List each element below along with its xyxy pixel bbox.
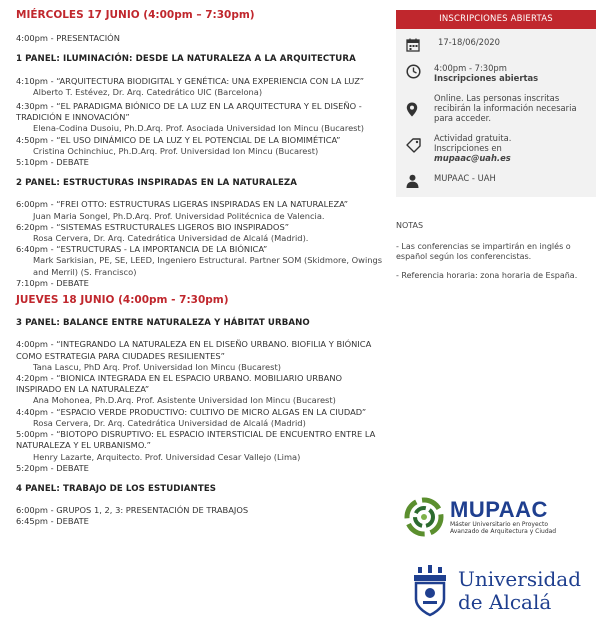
presentation-label: - PRESENTACIÓN [50,33,120,44]
talk-item [16,407,386,429]
talk-time: 4:50pm [16,134,48,145]
talk-time: 6:20pm [16,221,48,232]
calendar-icon [406,37,428,53]
clock-icon [406,63,428,79]
schedule-time: 6:45pm [16,516,48,527]
panel1-title: 1 PANEL: ILUMINACIÓN: DESDE LA NATURALEZA A LA ARQUITECTURA [16,54,356,65]
uah-crest-icon [410,565,450,617]
talk-time: 4:30pm [16,101,48,112]
schedule-line [16,516,386,527]
person-icon [406,173,428,189]
talk-item [16,101,386,135]
talk-title: - “ESPACIO VERDE PRODUCTIVO: CULTIVO DE MICRO ALGAS EN LA CIUDAD” [50,406,367,417]
debate-line [16,463,386,474]
debate-line [16,157,386,168]
talk-time: 4:00pm [16,339,48,350]
presentation-time: 4:00pm [16,33,48,44]
email-link[interactable]: mupaac@uah.es [434,153,511,163]
panel4-title: 4 PANEL: TRABAJO DE LOS ESTUDIANTES [16,483,217,494]
debate-label: - DEBATE [50,462,89,473]
talk-item [16,339,386,373]
schedule-label: - DEBATE [50,516,89,527]
ticket-icon [406,137,428,153]
program-column [16,10,386,528]
talk-item [16,135,386,157]
location-text: Online. Las personas inscritas recibirán la información necesaria para acceder. [434,93,577,123]
talk-speaker: Alberto T. Estévez, Dr. Arq. Catedrático UIC (Barcelona) [33,86,263,97]
panel3-title: 3 PANEL: BALANCE ENTRE NATURALEZA Y HÁBITAT URBANO [16,318,310,329]
info-time [406,63,590,83]
price-text: Actividad gratuita. [434,133,512,143]
talk-speaker: Juan Maria Songel, Ph.D.Arq. Prof. Universidad Politécnica de Valencia. [33,210,325,221]
info-location [406,93,590,123]
mupaac-logo [404,497,556,537]
location-pin-icon [406,101,428,117]
debate-label: - DEBATE [50,277,89,288]
talk-time: 4:40pm [16,406,48,417]
talk-speaker: Ana Mohonea, Ph.D.Arq. Prof. Asistente Universidad Ion Mincu (Bucarest) [33,395,336,406]
talk-speaker: Rosa Cervera, Dr. Arq. Catedrática Universidad de Alcalá (Madrid). [33,233,309,244]
talk-speaker: Rosa Cervera, Dr. Arq. Catedrática Universidad de Alcalá (Madrid) [33,417,306,428]
price-line2: Inscripciones en [434,143,502,153]
dates-text: 17-18/06/2020 [438,37,500,47]
note-item: - Las conferencias se impartirán en inglés o español según los conferencistas. [396,241,571,261]
info-box [396,29,596,197]
note-item: - Referencia horaria: zona horaria de España. [396,270,578,280]
talk-speaker: Elena-Codina Dusoiu, Ph.D.Arq. Prof. Asociada Universidad Ion Mincu (Bucarest) [33,123,364,134]
talk-title: - “FREI OTTO: ESTRUCTURAS LIGERAS INSPIRADAS EN LA NATURALEZA” [50,199,349,210]
mupaac-name: MUPAAC [450,496,548,522]
info-dates [406,37,590,53]
talk-title: - “SISTEMAS ESTRUCTURALES LIGEROS BIO INSPIRADOS” [50,221,290,232]
schedule-line [16,505,386,516]
uah-logo [410,565,581,617]
notes-title: NOTAS [396,221,424,230]
time-text: 4:00pm - 7:30pm [434,63,507,73]
day2-heading: JUEVES 18 JUNIO (4:00pm - 7:30pm) [16,294,229,307]
debate-time: 5:10pm [16,157,48,168]
registration-header: INSCRIPCIONES ABIERTAS [396,10,596,29]
mupaac-emblem-icon [404,497,444,537]
talk-item [16,76,386,98]
registration-open-text: Inscripciones abiertas [434,73,539,83]
debate-line [16,278,386,289]
panel2-title: 2 PANEL: ESTRUCTURAS INSPIRADAS EN LA NATURALEZA [16,178,298,189]
talk-title: - “BIONICA INTEGRADA EN EL ESPACIO URBANO. MOBILIARIO URBANO INSPIRADO EN LA NATURALEZA” [16,373,343,395]
talk-title: - “EL PARADIGMA BIÓNICO DE LA LUZ EN LA ARQUITECTURA Y EL DISEÑO -TRADICIÓN E INNOVACIÓN” [16,101,362,123]
talk-item [16,222,386,244]
info-organizer [406,173,590,189]
notes-section [396,221,596,281]
schedule-time: 6:00pm [16,505,48,516]
organizer-text: MUPAAC - UAH [434,173,496,183]
talk-speaker: Henry Lazarte, Arquitecto. Prof. Universidad Cesar Vallejo (Lima) [33,451,301,462]
talk-title: - “INTEGRANDO LA NATURALEZA EN EL DISEÑO URBANO. BIOFILIA Y BIÓNICA COMO ESTRATEGIA PARA CIUDADES RESILIENTES” [16,339,372,361]
talk-speaker: Mark Sarkisian, PE, SE, LEED, Ingeniero Estructural. Partner SOM (Skidmore, Owings and Merril) (S. Francisco) [33,255,383,277]
debate-time: 7:10pm [16,277,48,288]
talk-time: 6:40pm [16,244,48,255]
debate-time: 5:20pm [16,462,48,473]
mupaac-sub1: Máster Universitario en Proyecto [450,520,548,528]
talk-title: - “ARQUITECTURA BIODIGITAL Y GENÉTICA: UNA EXPERIENCIA CON LA LUZ” [50,75,365,86]
talk-item [16,373,386,407]
sidebar [396,10,596,289]
talk-item [16,429,386,463]
schedule-label: - GRUPOS 1, 2, 3: PRESENTACIÓN DE TRABAJOS [50,505,249,516]
talk-speaker: Cristina Ochinchiuc, Ph.D.Arq. Prof. Universidad Ion Mincu (Bucarest) [33,145,319,156]
talk-time: 4:20pm [16,373,48,384]
uah-line2: de Alcalá [458,590,552,614]
uah-line1: Universidad [458,567,582,591]
talk-speaker: Tana Lascu, PhD Arq. Prof. Universidad Ion Mincu (Bucarest) [33,361,281,372]
talk-item [16,244,386,278]
info-price [406,133,590,163]
presentation-line [16,33,386,44]
talk-item [16,199,386,221]
mupaac-sub2: Avanzado de Arquitectura y Ciudad [450,528,557,535]
talk-title: - “BIOTOPO DISRUPTIVO: EL ESPACIO INTERSTICIAL DE ENCUENTRO ENTRE LA NATURALEZA Y EL URBANISMO.” [16,429,376,451]
talk-time: 6:00pm [16,199,48,210]
debate-label: - DEBATE [50,157,89,168]
talk-time: 5:00pm [16,429,48,440]
talk-time: 4:10pm [16,75,48,86]
talk-title: - “EL USO DINÁMICO DE LA LUZ Y EL POTENCIAL DE LA BIOMIMÉTICA” [50,134,341,145]
talk-title: - “ESTRUCTURAS - LA IMPORTANCIA DE LA BIÓNICA” [50,244,268,255]
day1-heading: MIÉRCOLES 17 JUNIO (4:00pm – 7:30pm) [16,9,255,21]
